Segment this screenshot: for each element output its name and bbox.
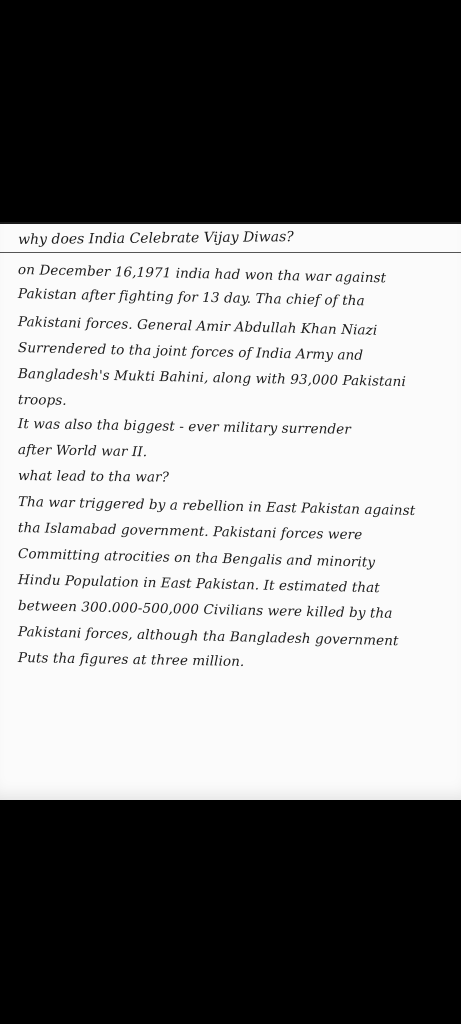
text-line-4: Surrendered to tha joint forces of India Army and <box>17 340 364 364</box>
text-line-2: Pakistan after fighting for 13 day. Tha chief of tha <box>17 286 365 310</box>
text-line-13: Hindu Population in East Pakistan. It estimated that <box>17 572 380 597</box>
text-line-9: what lead to tha war? <box>17 468 170 486</box>
text-line-16: Puts tha figures at three million. <box>17 650 245 670</box>
text-line-8: after World war II. <box>17 442 148 461</box>
text-line-7: It was also tha biggest - ever military surrender <box>17 416 352 438</box>
text-line-6: troops. <box>17 392 67 409</box>
page-top-edge <box>0 222 461 224</box>
notebook-page <box>0 222 461 800</box>
text-line-14: between 300.000-500,000 Civilians were killed by tha <box>17 598 393 622</box>
text-line-11: tha Islamabad government. Pakistani forces were <box>17 520 363 544</box>
text-line-15: Pakistani forces, although tha Bangladesh government <box>17 624 399 650</box>
text-line-10: Tha war triggered by a rebellion in East Pakistan against <box>17 494 416 520</box>
text-line-3: Pakistani forces. General Amir Abdullah Khan Niazi <box>17 314 378 339</box>
text-line-5: Bangladesh's Mukti Bahini, along with 93,000 Pakistani <box>17 366 407 391</box>
text-line-1: on December 16,1971 india had won tha war against <box>17 262 387 287</box>
question-heading: why does India Celebrate Vijay Diwas? <box>18 229 294 248</box>
text-line-12: Committing atrocities on tha Bengalis and minority <box>17 546 376 571</box>
heading-underline <box>0 252 461 253</box>
